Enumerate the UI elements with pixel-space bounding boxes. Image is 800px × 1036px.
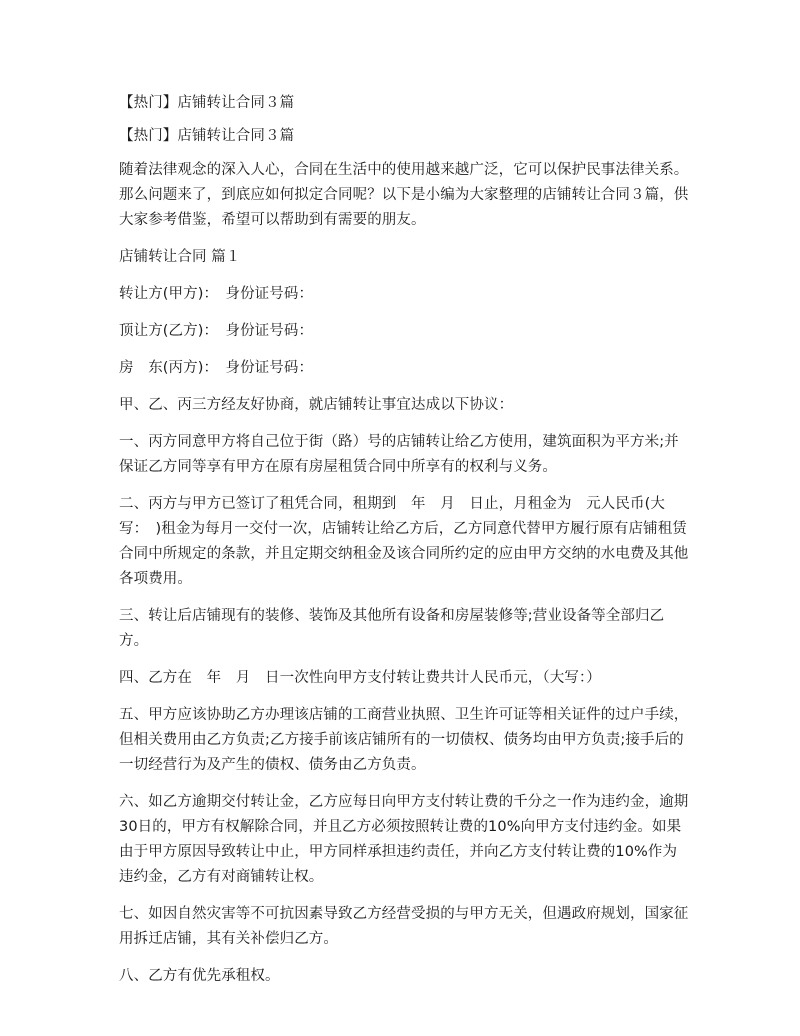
clause-5: 五、甲方应该协助乙方办理该店铺的工商营业执照、卫生许可证等相关证件的过户手续，但相关费用由乙方负责;乙方接手前该店铺所有的一切债权、债务均由甲方负责;接手后的一切经营行为及产生的债权、债务由乙方负责。	[119, 707, 689, 773]
section-heading: 店铺转让合同 篇１	[119, 249, 241, 265]
clause-6: 六、如乙方逾期交付转让金，乙方应每日向甲方支付转让费的千分之一作为违约金，逾期30日的，甲方有权解除合同，并且乙方必须按照转让费的10%向甲方支付违约金。如果由于甲方原因导致转让中止，甲方同样承担违约责任，并向乙方支付转让费的10%作为违约金，乙方有对商铺转让权。	[119, 794, 689, 885]
document-title: 【热门】店铺转让合同３篇	[119, 95, 295, 111]
clause-7: 七、如因自然灾害等不可抗因素导致乙方经营受损的与甲方无关，但遇政府规划，国家征用拆迁店铺，其有关补偿归乙方。	[119, 906, 689, 947]
clause-1: 一、丙方同意甲方将自己位于街（路）号的店铺转让给乙方使用，建筑面积为平方米;并保证乙方同等享有甲方在原有房屋租赁合同中所享有的权利与义务。	[119, 434, 679, 475]
party-c-line: 房 东(丙方)： 身份证号码：	[119, 360, 314, 376]
intro-paragraph: 随着法律观念的深入人心，合同在生活中的使用越来越广泛，它可以保护民事法律关系。那么问题来了，到底应如何拟定合同呢？以下是小编为大家整理的店铺转让合同３篇，供大家参考借鉴，希望可以帮助到有需要的朋友。	[119, 162, 689, 228]
document-title-repeat: 【热门】店铺转让合同３篇	[119, 128, 295, 144]
party-b-line: 顶让方(乙方)： 身份证号码：	[119, 323, 314, 339]
agreement-intro: 甲、乙、丙三方经友好协商，就店铺转让事宜达成以下协议：	[119, 397, 514, 413]
party-a-line: 转让方(甲方)： 身份证号码：	[119, 286, 314, 302]
clause-4: 四、乙方在 年 月 日一次性向甲方支付转让费共计人民币元，（大写：）	[119, 670, 601, 686]
clause-8: 八、乙方有优先承租权。	[119, 968, 280, 984]
clause-2: 二、丙方与甲方已签订了租凭合同，租期到 年 月 日止，月租金为 元人民币(大写： )租金为每月一交付一次，店铺转让给乙方后，乙方同意代替甲方履行原有店铺租赁合同中所规定的条款，并且定期交纳租金及该合同所约定的应由甲方交纳的水电费及其他各项费用。	[119, 496, 689, 587]
clause-3: 三、转让后店铺现有的装修、装饰及其他所有设备和房屋装修等;营业设备等全部归乙方。	[119, 608, 665, 649]
